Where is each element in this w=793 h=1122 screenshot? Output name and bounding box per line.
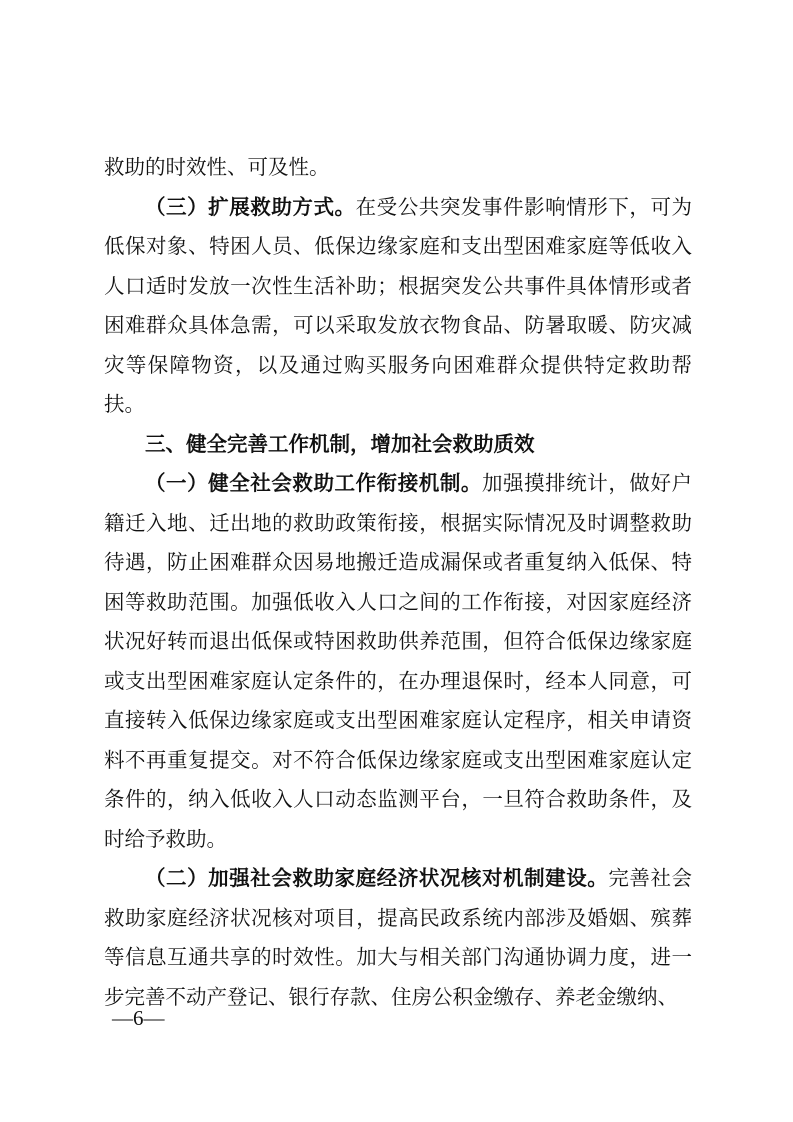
subsection-title: （一）健全社会救助工作衔接机制。 <box>145 471 482 495</box>
paragraph-text: 加强摸排统计，做好户籍迁入地、迁出地的救助政策衔接，根据实际情况及时调整救助待遇，防止困难群众因易地搬迁造成漏保或者重复纳入低保、特困等救助范围。加强低收入人口之间的工作衔接，对因家庭经济状况好转而退出低保或特困救助供养范围，但符合低保边缘家庭或支出型困难家庭认定条件的，在办理退保时，经本人同意，可直接转入低保边缘家庭或支出型困难家庭认定程序，相关申请资料不再重复提交。对不符合低保边缘家庭或支出型困难家庭认定条件的，纳入低收入人口动态监测平台，一旦符合救助条件，及时给予救助。 <box>104 471 693 851</box>
page-number: —6— <box>112 1006 165 1030</box>
paragraph-continuation <box>104 148 692 188</box>
paragraph-expand-assistance <box>104 188 692 425</box>
paragraph-text: 救助的时效性、可及性。 <box>104 155 330 179</box>
subsection-title: （三）扩展救助方式。 <box>145 194 356 219</box>
paragraph-work-linkage <box>104 464 692 859</box>
body-text <box>104 148 692 1017</box>
section-heading: 三、健全完善工作机制，增加社会救助质效 <box>145 431 535 456</box>
paragraph-economic-verification <box>104 859 692 1017</box>
paragraph-text: 在受公共突发事件影响情形下，可为低保对象、特困人员、低保边缘家庭和支出型困难家庭等低收入人口适时发放一次性生活补助；根据突发公共事件具体情形或者困难群众具体急需，可以采取发放衣物食品、防暑取暖、防灾减灾等保障物资，以及通过购买服务向困难群众提供特定救助帮扶。 <box>104 194 693 416</box>
paragraph-text: 完善社会救助家庭经济状况核对项目，提高民政系统内部涉及婚姻、殡葬等信息互通共享的时效性。加大与相关部门沟通协调力度，进一步完善不动产登记、银行存款、住房公积金缴存、养老金缴纳、 <box>104 866 693 1009</box>
subsection-title: （二）加强社会救助家庭经济状况核对机制建设。 <box>145 866 609 890</box>
